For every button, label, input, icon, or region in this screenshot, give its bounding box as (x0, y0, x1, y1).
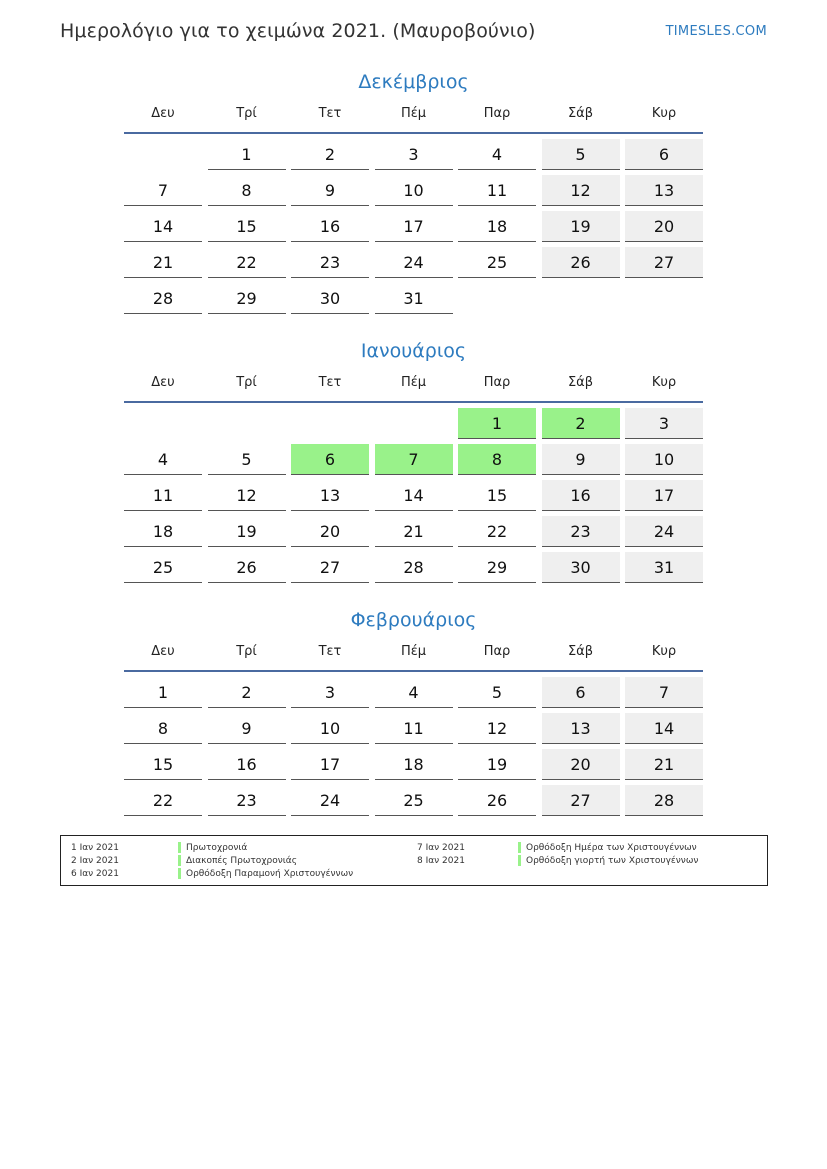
weekday-label: Τετ (318, 375, 342, 390)
day-cell[interactable]: 26 (208, 552, 286, 583)
day-cell[interactable]: 2 (542, 408, 620, 439)
day-cell[interactable]: 17 (291, 749, 369, 780)
legend-date: 6 Ιαν 2021 (71, 869, 119, 879)
header-divider (124, 401, 703, 403)
day-cell[interactable]: 18 (375, 749, 453, 780)
day-cell[interactable]: 11 (458, 175, 536, 206)
weekday-label: Σάβ (567, 644, 594, 659)
day-cell[interactable]: 31 (625, 552, 703, 583)
weekday-label: Τετ (318, 106, 342, 121)
weekday-label: Πέμ (400, 375, 427, 390)
legend-date: 7 Ιαν 2021 (417, 843, 465, 853)
day-cell[interactable]: 11 (124, 480, 202, 511)
month-block (124, 67, 703, 308)
day-cell[interactable]: 23 (208, 785, 286, 816)
day-cell[interactable]: 13 (542, 713, 620, 744)
day-cell[interactable]: 27 (291, 552, 369, 583)
day-cell[interactable]: 9 (208, 713, 286, 744)
day-cell[interactable]: 4 (124, 444, 202, 475)
legend-holiday-name: Πρωτοχρονιά (186, 843, 248, 853)
day-cell[interactable]: 1 (124, 677, 202, 708)
day-cell[interactable]: 18 (458, 211, 536, 242)
legend-date: 1 Ιαν 2021 (71, 843, 119, 853)
day-cell[interactable]: 7 (124, 175, 202, 206)
day-cell[interactable]: 2 (291, 139, 369, 170)
weekday-label: Τετ (318, 644, 342, 659)
weekday-label: Σάβ (567, 375, 594, 390)
day-cell[interactable]: 28 (124, 283, 202, 314)
day-cell[interactable]: 27 (625, 247, 703, 278)
weekday-label: Παρ (483, 106, 511, 121)
day-cell[interactable]: 27 (542, 785, 620, 816)
month-title: Φεβρουάριος (350, 609, 477, 631)
weekday-header-row (124, 635, 703, 671)
day-cell[interactable]: 15 (458, 480, 536, 511)
day-cell[interactable]: 19 (458, 749, 536, 780)
day-cell[interactable]: 20 (291, 516, 369, 547)
day-cell[interactable]: 10 (291, 713, 369, 744)
day-cell[interactable]: 25 (458, 247, 536, 278)
weekday-header-row (124, 97, 703, 133)
day-cell[interactable]: 3 (291, 677, 369, 708)
weekday-header-row (124, 366, 703, 402)
day-cell[interactable]: 5 (208, 444, 286, 475)
weekday-label: Πέμ (400, 644, 427, 659)
day-cell[interactable]: 24 (625, 516, 703, 547)
day-cell[interactable]: 19 (208, 516, 286, 547)
weekday-label: Σάβ (567, 106, 594, 121)
legend-holiday-name: Ορθόδοξη Ημέρα των Χριστουγέννων (526, 843, 697, 853)
weekday-label: Τρί (236, 106, 257, 121)
weekday-label: Κυρ (651, 106, 677, 121)
day-cell[interactable]: 16 (208, 749, 286, 780)
holiday-color-swatch (518, 842, 521, 853)
day-cell[interactable]: 16 (291, 211, 369, 242)
day-cell[interactable]: 8 (124, 713, 202, 744)
day-cell[interactable]: 1 (208, 139, 286, 170)
day-cell[interactable]: 7 (625, 677, 703, 708)
weekday-label: Πέμ (400, 106, 427, 121)
day-cell[interactable]: 24 (375, 247, 453, 278)
day-cell[interactable]: 19 (542, 211, 620, 242)
weekday-label: Παρ (483, 644, 511, 659)
day-cell[interactable]: 18 (124, 516, 202, 547)
day-cell[interactable]: 16 (542, 480, 620, 511)
legend-holiday-name: Ορθόδοξη Παραμονή Χριστουγέννων (186, 869, 354, 879)
month-block (124, 336, 703, 577)
day-cell[interactable]: 21 (625, 749, 703, 780)
day-cell[interactable]: 13 (625, 175, 703, 206)
day-cell[interactable]: 29 (458, 552, 536, 583)
day-cell[interactable]: 25 (375, 785, 453, 816)
day-cell[interactable]: 22 (208, 247, 286, 278)
day-cell[interactable]: 30 (542, 552, 620, 583)
month-block (124, 605, 703, 810)
day-cell[interactable]: 3 (375, 139, 453, 170)
day-cell[interactable]: 21 (375, 516, 453, 547)
day-cell[interactable]: 8 (458, 444, 536, 475)
holiday-color-swatch (178, 868, 181, 879)
day-cell[interactable]: 6 (542, 677, 620, 708)
weekday-label: Παρ (483, 375, 511, 390)
day-cell[interactable]: 15 (124, 749, 202, 780)
legend-holiday-name: Διακοπές Πρωτοχρονιάς (186, 856, 298, 866)
day-cell[interactable]: 25 (124, 552, 202, 583)
brand-logo-text[interactable]: TIMESLES.COM (665, 24, 767, 39)
day-cell[interactable]: 20 (542, 749, 620, 780)
day-cell[interactable]: 17 (625, 480, 703, 511)
legend-date: 8 Ιαν 2021 (417, 856, 465, 866)
weekday-label: Δευ (151, 106, 175, 121)
day-cell[interactable]: 12 (208, 480, 286, 511)
day-cell[interactable]: 8 (208, 175, 286, 206)
weekday-label: Κυρ (651, 644, 677, 659)
day-cell[interactable]: 4 (458, 139, 536, 170)
header-divider (124, 670, 703, 672)
day-cell[interactable]: 20 (625, 211, 703, 242)
holiday-legend (60, 835, 768, 886)
holiday-color-swatch (178, 842, 181, 853)
weekday-label: Τρί (236, 644, 257, 659)
weekday-label: Δευ (151, 644, 175, 659)
day-cell[interactable]: 17 (375, 211, 453, 242)
day-cell[interactable]: 26 (458, 785, 536, 816)
day-cell[interactable]: 28 (375, 552, 453, 583)
day-cell[interactable]: 15 (208, 211, 286, 242)
day-cell[interactable]: 14 (124, 211, 202, 242)
day-cell[interactable]: 6 (625, 139, 703, 170)
day-cell[interactable]: 23 (291, 247, 369, 278)
day-cell[interactable]: 22 (458, 516, 536, 547)
day-cell[interactable]: 22 (124, 785, 202, 816)
day-cell[interactable]: 3 (625, 408, 703, 439)
weekday-label: Δευ (151, 375, 175, 390)
header-divider (124, 132, 703, 134)
day-cell[interactable]: 10 (625, 444, 703, 475)
day-cell[interactable]: 24 (291, 785, 369, 816)
day-cell[interactable]: 23 (542, 516, 620, 547)
day-cell[interactable]: 12 (458, 713, 536, 744)
day-cell[interactable]: 5 (458, 677, 536, 708)
day-cell[interactable]: 13 (291, 480, 369, 511)
day-cell[interactable]: 29 (208, 283, 286, 314)
month-title: Ιανουάριος (360, 340, 467, 362)
day-cell[interactable]: 4 (375, 677, 453, 708)
legend-holiday-name: Ορθόδοξη γιορτή των Χριστουγέννων (526, 856, 699, 866)
page-title: Ημερολόγιο για το χειμώνα 2021. (Μαυροβούνιο) (60, 20, 536, 42)
day-cell[interactable]: 14 (625, 713, 703, 744)
day-cell[interactable]: 14 (375, 480, 453, 511)
day-cell[interactable]: 6 (291, 444, 369, 475)
day-cell[interactable]: 12 (542, 175, 620, 206)
legend-date: 2 Ιαν 2021 (71, 856, 119, 866)
day-cell[interactable]: 2 (208, 677, 286, 708)
day-cell[interactable]: 30 (291, 283, 369, 314)
holiday-color-swatch (518, 855, 521, 866)
day-cell[interactable]: 21 (124, 247, 202, 278)
day-cell[interactable]: 26 (542, 247, 620, 278)
weekday-label: Τρί (236, 375, 257, 390)
day-cell[interactable]: 31 (375, 283, 453, 314)
month-title: Δεκέμβριος (358, 71, 469, 93)
day-cell[interactable]: 1 (458, 408, 536, 439)
day-cell[interactable]: 28 (625, 785, 703, 816)
day-cell[interactable]: 5 (542, 139, 620, 170)
weekday-label: Κυρ (651, 375, 677, 390)
holiday-color-swatch (178, 855, 181, 866)
day-cell[interactable]: 11 (375, 713, 453, 744)
day-cell[interactable]: 9 (291, 175, 369, 206)
day-cell[interactable]: 9 (542, 444, 620, 475)
day-cell[interactable]: 10 (375, 175, 453, 206)
day-cell[interactable]: 7 (375, 444, 453, 475)
